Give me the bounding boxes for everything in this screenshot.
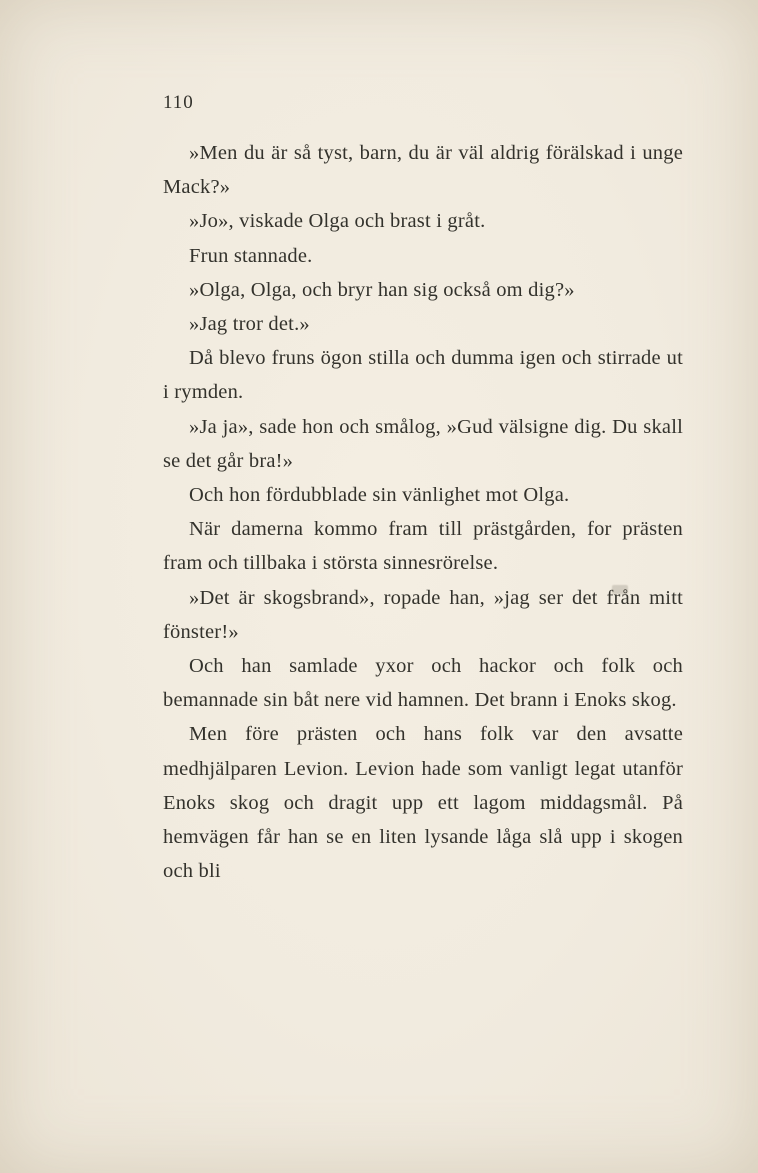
paragraph: Och hon fördubblade sin vänlighet mot Olga. (189, 484, 570, 507)
paragraph: »Men du är så tyst, barn, du är väl aldrig förälskad i unge Mack?» (163, 142, 683, 199)
paragraph: »Jo», viskade Olga och brast i gråt. (189, 210, 486, 233)
paper-smudge (612, 585, 628, 594)
paragraph: Och han samlade yxor och hackor och folk och bemannade sin båt nere vid hamnen. Det brann i Enoks skog. (163, 655, 683, 712)
page-text-body (163, 136, 683, 888)
paragraph: »Det är skogsbrand», ropade han, »jag ser det från mitt fönster!» (163, 586, 683, 643)
page-number: 110 (163, 92, 194, 113)
paragraph: »Ja ja», sade hon och smålog, »Gud välsigne dig. Du skall se det går bra!» (163, 415, 683, 472)
paragraph: »Olga, Olga, och bryr han sig också om dig?» (189, 278, 575, 301)
paragraph: Men före prästen och hans folk var den avsatte medhjälparen Levion. Levion hade som vanligt legat utanför Enoks skog och dragit upp ett lagom middagsmål. På hemvägen får han se en liten lysande låga slå upp i skogen och bli (163, 723, 683, 883)
paragraph: När damerna kommo fram till prästgården, for prästen fram och tillbaka i största sinnesrörelse. (163, 518, 683, 575)
paragraph: Frun stannade. (189, 244, 313, 267)
paragraph: Då blevo fruns ögon stilla och dumma igen och stirrade ut i rymden. (163, 347, 683, 404)
paragraph: »Jag tror det.» (189, 313, 310, 336)
